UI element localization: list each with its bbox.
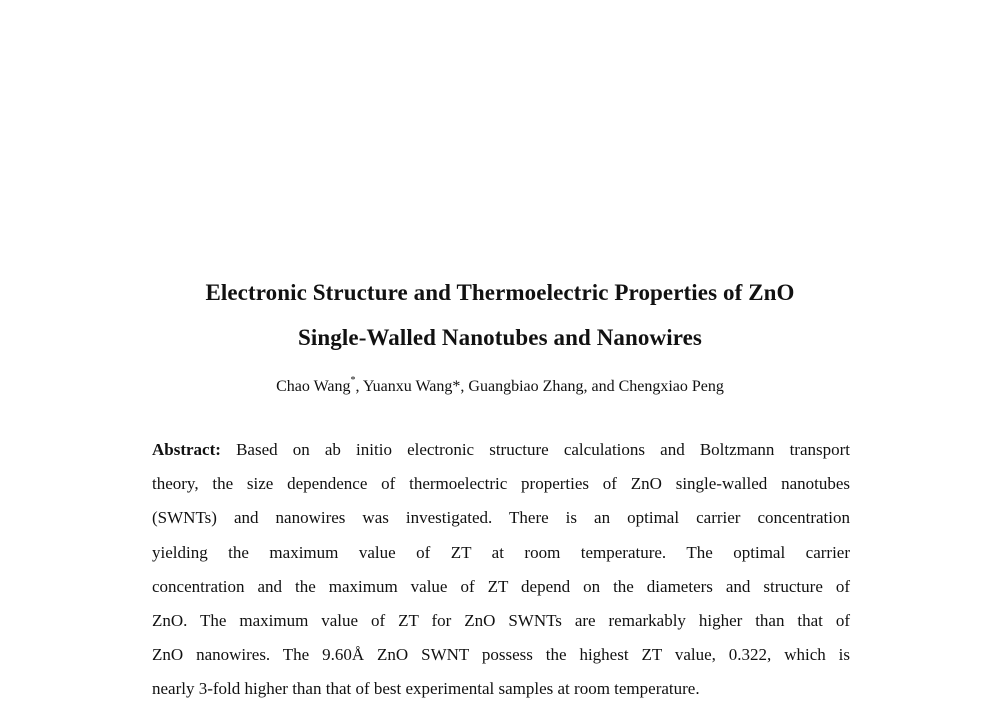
paper-title-line-1: Electronic Structure and Thermoelectric Properties of ZnO: [205, 280, 795, 305]
abstract-line: ZnO. The maximum value of ZT for ZnO SWNTs are remarkably higher than that of: [152, 610, 850, 630]
abstract-text: Based on ab initio electronic structure calculations and Boltzmann transport: [236, 440, 850, 459]
author-names-rest: , Yuanxu Wang*, Guangbiao Zhang, and Chengxiao Peng: [355, 378, 724, 395]
abstract-line: [152, 433, 850, 467]
abstract-label: Abstract:: [152, 440, 221, 459]
abstract: [152, 433, 850, 707]
abstract-line: concentration and the maximum value of ZT depend on the diameters and structure of: [152, 576, 850, 596]
author-name: Chao Wang: [276, 378, 351, 395]
paper-title-line-2: Single-Walled Nanotubes and Nanowires: [298, 325, 702, 350]
abstract-line: theory, the size dependence of thermoelectric properties of ZnO single-walled nanotubes: [152, 474, 850, 494]
corresponding-author-mark: *: [350, 375, 356, 386]
abstract-line: yielding the maximum value of ZT at room temperature. The optimal carrier: [152, 542, 850, 562]
abstract-line: ZnO nanowires. The 9.60Å ZnO SWNT possess the highest ZT value, 0.322, which is: [152, 645, 850, 665]
abstract-line: (SWNTs) and nanowires was investigated. There is an optimal carrier concentration: [152, 508, 850, 528]
author-list: [100, 375, 900, 396]
abstract-line: nearly 3-fold higher than that of best experimental samples at room temperature.: [152, 679, 700, 699]
